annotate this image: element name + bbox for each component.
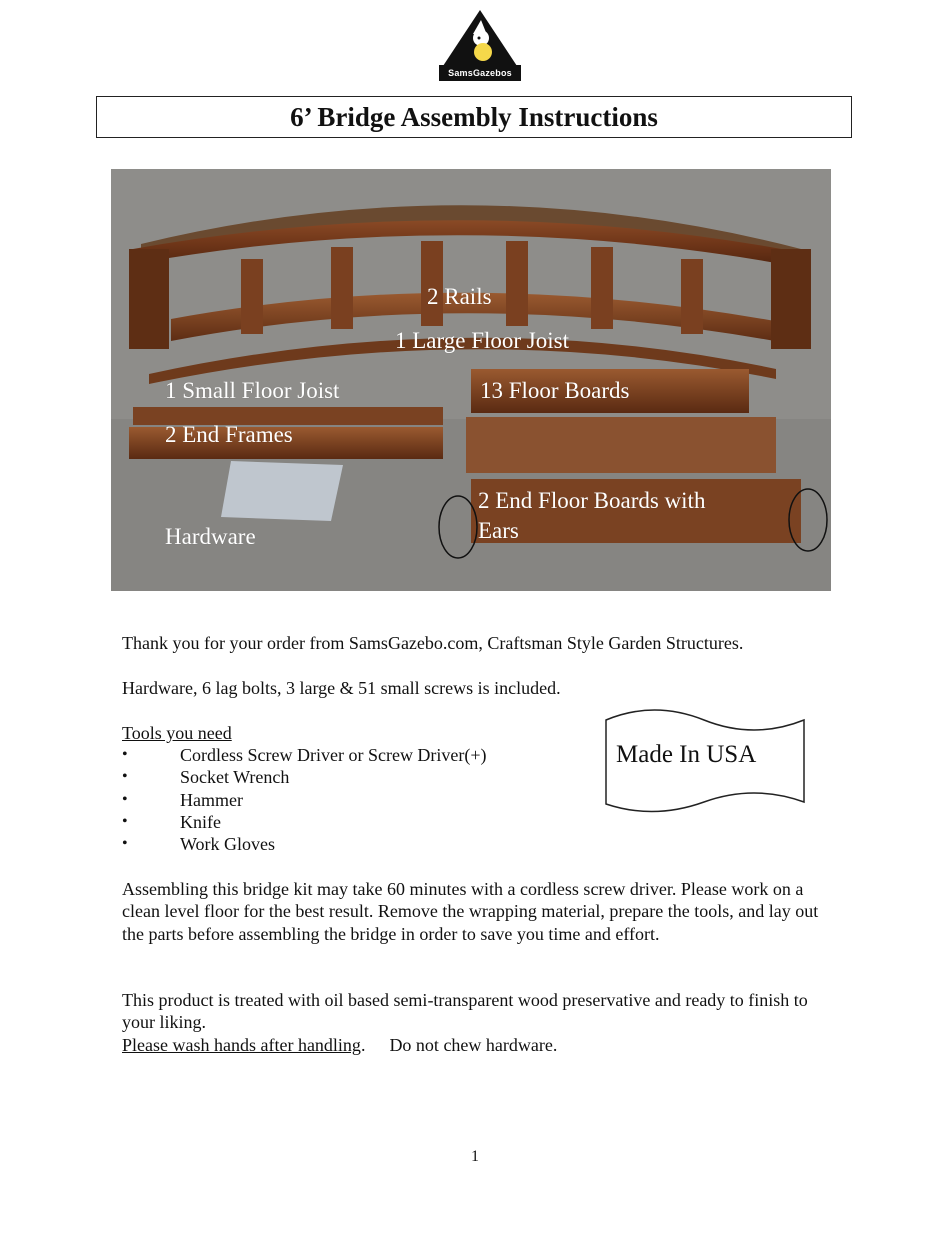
page-number: 1 [471,1148,479,1165]
label-end-frames: 2 End Frames [165,422,293,447]
label-end-floor-boards-ears: Ears [478,518,519,543]
product-paragraph: This product is treated with oil based semi-transparent wood preservative and ready to finish to your liking. [122,990,808,1033]
tool-item: • Socket Wrench [122,766,487,788]
do-not-chew-text: Do not chew hardware. [389,1035,558,1055]
logo-brand-text: SamsGazebos [439,65,521,81]
assembling-paragraph: Assembling this bridge kit may take 60 minutes with a cordless screw driver. Please work on a clean level floor for the best result. Remove the wrapping material, prepare the tools, and lay out the parts before assembling the bridge in order to save you time and effort. [122,879,819,944]
samsgazebos-logo [439,8,521,83]
page-title: 6’ Bridge Assembly Instructions [96,96,852,138]
wash-hands-text: Please wash hands after handling [122,1035,361,1055]
tool-item: • Work Gloves [122,833,487,855]
tool-item: • Hammer [122,789,487,811]
thank-you-text: Thank you for your order from SamsGazebo.com, Craftsman Style Garden Structures. [122,633,744,653]
bridge-parts-photo [111,169,831,591]
label-large-floor-joist: 1 Large Floor Joist [395,328,569,353]
tool-item: • Knife [122,811,487,833]
hardware-included-text: Hardware, 6 lag bolts, 3 large & 51 small screws is included. [122,678,561,698]
tools-heading: Tools you need [122,723,232,743]
tool-item: • Cordless Screw Driver or Screw Driver(+) [122,744,487,766]
label-floor-boards: 13 Floor Boards [480,378,630,403]
label-small-floor-joist: 1 Small Floor Joist [165,378,340,403]
tools-list [122,744,487,855]
made-in-usa-text: Made In USA [616,741,757,768]
wash-hands-period: . [360,1035,366,1055]
safety-line [122,1034,822,1056]
label-rails: 2 Rails [427,284,492,309]
label-hardware: Hardware [165,524,256,549]
gnome-triangle-icon [439,8,521,68]
label-end-floor-boards: 2 End Floor Boards with [478,488,706,513]
